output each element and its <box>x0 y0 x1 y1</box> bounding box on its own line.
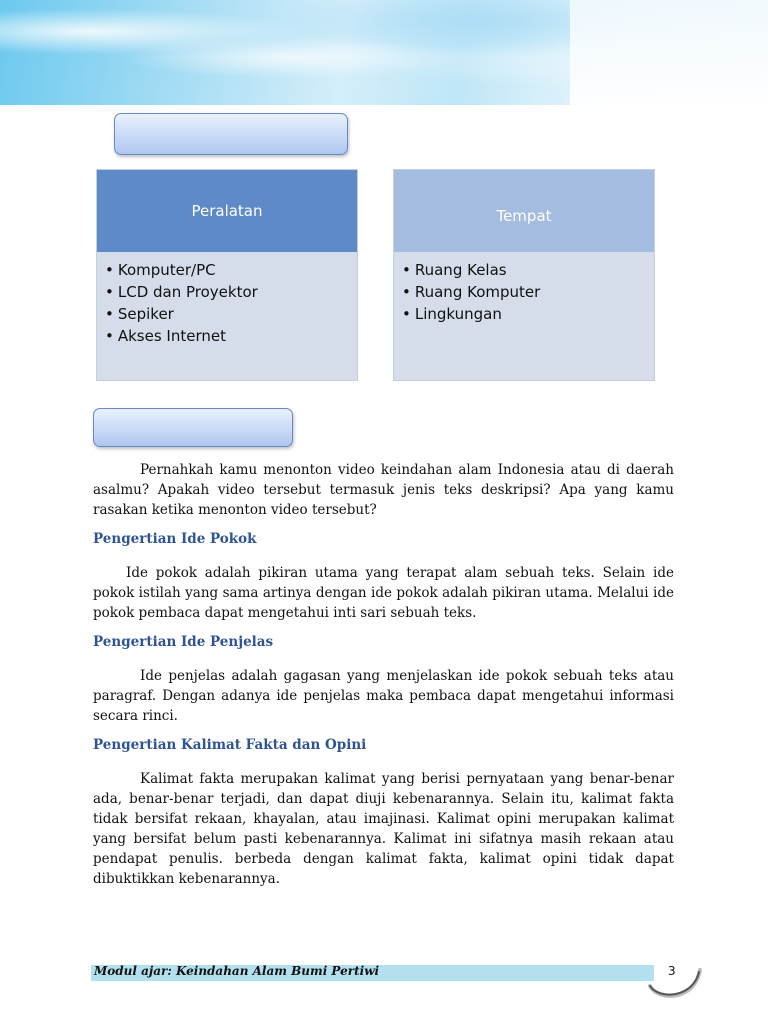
paragraph-ide-pokok: Ide pokok adalah pikiran utama yang terapat alam sebuah teks. Selain ide pokok istilah yang sama artinya dengan ide pokok adalah pikiran utama. Melalui ide pokok pembaca dapat mengetahui inti sari sebuah teks. <box>93 565 674 621</box>
list-item: • Lingkungan <box>402 303 654 325</box>
equipment-card-header <box>97 170 357 252</box>
list-item: • Ruang Komputer <box>402 281 654 303</box>
equipment-list <box>97 252 357 347</box>
heading-fakta-opini: Pengertian Kalimat Fakta dan Opini <box>93 737 367 753</box>
place-card <box>394 170 654 380</box>
header-banner-highlight <box>570 0 768 105</box>
list-item: • Akses Internet <box>105 325 357 347</box>
paragraph-ide-penjelas: Ide penjelas adalah gagasan yang menjelaskan ide pokok sebuah teks atau paragraf. Dengan adanya ide penjelas maka pembaca dapat mengetahui informasi secara rinci. <box>93 668 674 724</box>
list-item: • Sepiker <box>105 303 357 325</box>
section-title-box-top <box>114 113 348 155</box>
place-card-header <box>394 170 654 252</box>
list-item: • LCD dan Proyektor <box>105 281 357 303</box>
footer-module-title: Modul ajar: Keindahan Alam Bumi Pertiwi <box>94 964 380 978</box>
place-list <box>394 252 654 325</box>
intro-paragraph: Pernahkah kamu menonton video keindahan alam Indonesia atau di daerah asalmu? Apakah video tersebut termasuk jenis teks deskripsi? Apa yang kamu rasakan ketika menonton video tersebut? <box>93 462 674 518</box>
heading-ide-pokok: Pengertian Ide Pokok <box>93 531 257 547</box>
page-curl-icon <box>645 952 705 1002</box>
place-card-title: Tempat <box>496 207 552 225</box>
section-title-box-middle <box>93 408 293 447</box>
paragraph-fakta-opini: Kalimat fakta merupakan kalimat yang berisi pernyataan yang benar-benar ada, benar-benar terjadi, dan dapat diuji kebenarannya. Selain itu, kalimat fakta tidak bersifat rekaan, khayalan, atau imajinasi. Kalimat opini merupakan kalimat yang bersifat belum pasti kebenarannya. Kalimat ini sifatnya masih rekaan atau pendapat penulis. berbeda dengan kalimat fakta, kalimat opini tidak dapat dibuktikkan kebenarannya. <box>93 771 674 887</box>
list-item: • Ruang Kelas <box>402 259 654 281</box>
equipment-card-title: Peralatan <box>191 202 263 220</box>
heading-ide-penjelas: Pengertian Ide Penjelas <box>93 634 274 650</box>
list-item: • Komputer/PC <box>105 259 357 281</box>
page-number: 3 <box>668 964 676 978</box>
equipment-card <box>97 170 357 380</box>
